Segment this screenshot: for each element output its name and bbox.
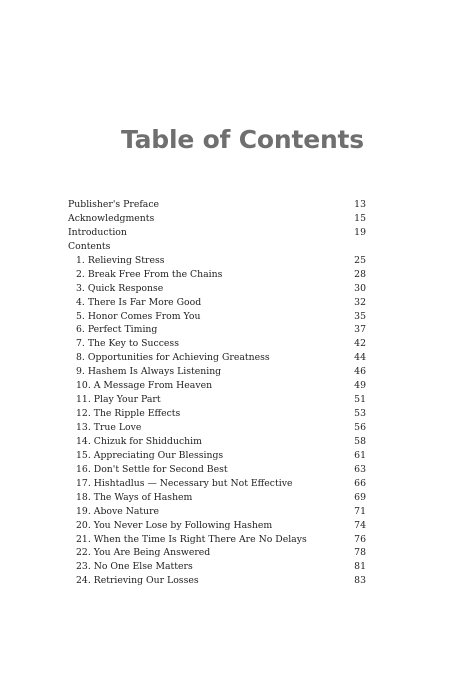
toc-chapter-title: 23. No One Else Matters	[76, 561, 193, 573]
toc-page-number: 13	[354, 199, 366, 210]
toc-entry-title: Publisher's Preface	[68, 199, 160, 210]
toc-row-front-matter	[68, 212, 366, 226]
toc-page-number: 61	[354, 449, 366, 461]
toc-chapter-title: 3. Quick Response	[76, 282, 164, 294]
toc-entry-title: Introduction	[68, 226, 127, 238]
toc-row-chapter	[68, 393, 366, 407]
toc-page-number: 28	[354, 268, 366, 280]
toc-page-number: 56	[354, 422, 366, 433]
toc-chapter-title: 21. When the Time Is Right There Are No Delays	[76, 533, 307, 545]
toc-row-section-heading	[68, 240, 366, 254]
toc-chapter-title: 14. Chizuk for Shidduchim	[76, 435, 202, 447]
toc-row-chapter	[68, 323, 366, 337]
toc-chapter-title: 16. Don't Settle for Second Best	[76, 463, 228, 475]
toc-chapter-title: 20. You Never Lose by Following Hashem	[76, 519, 273, 531]
toc-chapter-title: 1. Relieving Stress	[76, 254, 165, 266]
toc-row-chapter	[68, 546, 366, 560]
toc-chapter-title: 2. Break Free From the Chains	[76, 268, 223, 280]
toc-chapter-title: 9. Hashem Is Always Listening	[76, 366, 222, 378]
toc-row-chapter	[68, 491, 366, 505]
toc-page-number: 76	[354, 533, 366, 545]
toc-row-chapter	[68, 505, 366, 519]
toc-chapter-title: 8. Opportunities for Achieving Greatness	[76, 352, 270, 364]
toc-row-chapter	[68, 254, 366, 268]
toc-row-chapter	[68, 337, 366, 351]
toc-page-number: 81	[354, 561, 366, 573]
toc-page-number: 66	[354, 477, 366, 489]
toc-row-chapter	[68, 365, 366, 379]
toc-page-number: 35	[354, 310, 366, 322]
toc-chapter-title: 7. The Key to Success	[76, 338, 179, 350]
toc-page-number: 25	[354, 254, 366, 266]
toc-row-chapter	[68, 574, 366, 588]
toc-page-number: 42	[354, 338, 366, 350]
toc-page-number: 74	[354, 519, 366, 531]
toc-row-chapter	[68, 533, 366, 547]
toc-page-number: 51	[354, 394, 366, 406]
toc-page-number: 63	[354, 463, 366, 475]
toc-chapter-title: 11. Play Your Part	[76, 394, 161, 406]
toc-page-number: 44	[354, 352, 366, 364]
toc-chapter-title: 13. True Love	[76, 422, 142, 433]
toc-page-number: 30	[354, 282, 366, 294]
toc-page-number: 69	[354, 491, 366, 503]
toc-row-chapter	[68, 310, 366, 324]
toc-page-number: 49	[354, 380, 366, 392]
toc-page-number: 71	[354, 505, 366, 517]
toc-row-chapter	[68, 407, 366, 421]
toc-chapter-title: 17. Hishtadlus — Necessary but Not Effective	[76, 477, 293, 489]
toc-page-number: 19	[354, 226, 366, 238]
toc-row-chapter	[68, 477, 366, 491]
toc-chapter-title: 19. Above Nature	[76, 505, 160, 517]
toc-page-number: 32	[354, 296, 366, 308]
toc-row-chapter	[68, 379, 366, 393]
toc-page-number: 37	[354, 324, 366, 336]
toc-section-heading: Contents	[68, 240, 111, 252]
toc-chapter-title: 5. Honor Comes From You	[76, 310, 201, 322]
toc-row-chapter	[68, 296, 366, 310]
toc-chapter-title: 6. Perfect Timing	[76, 324, 158, 336]
toc-row-front-matter	[68, 198, 366, 212]
toc-page-number: 46	[354, 366, 366, 378]
toc-chapter-title: 18. The Ways of Hashem	[76, 491, 193, 503]
toc-row-chapter	[68, 449, 366, 463]
toc-page-number: 53	[354, 408, 366, 420]
toc-chapter-title: 22. You Are Being Answered	[76, 547, 211, 559]
toc-row-front-matter	[68, 226, 366, 240]
toc-row-chapter	[68, 351, 366, 365]
page-title: Table of Contents	[120, 125, 364, 154]
toc-chapter-title: 12. The Ripple Effects	[76, 408, 181, 420]
toc-entry-title: Acknowledgments	[68, 212, 155, 224]
table-of-contents-list	[68, 198, 366, 588]
toc-row-chapter	[68, 463, 366, 477]
toc-chapter-title: 15. Appreciating Our Blessings	[76, 449, 224, 461]
toc-row-chapter	[68, 560, 366, 574]
toc-chapter-title: 4. There Is Far More Good	[76, 296, 202, 308]
toc-page-number: 83	[354, 575, 366, 587]
toc-page-number: 15	[354, 212, 366, 224]
toc-row-chapter	[68, 282, 366, 296]
toc-chapter-title: 10. A Message From Heaven	[76, 380, 213, 392]
toc-row-chapter	[68, 268, 366, 282]
toc-row-chapter	[68, 435, 366, 449]
toc-page-number: 58	[354, 435, 366, 447]
toc-row-chapter	[68, 519, 366, 533]
toc-page-number: 78	[354, 547, 366, 559]
toc-chapter-title: 24. Retrieving Our Losses	[76, 575, 199, 587]
toc-row-chapter	[68, 421, 366, 435]
